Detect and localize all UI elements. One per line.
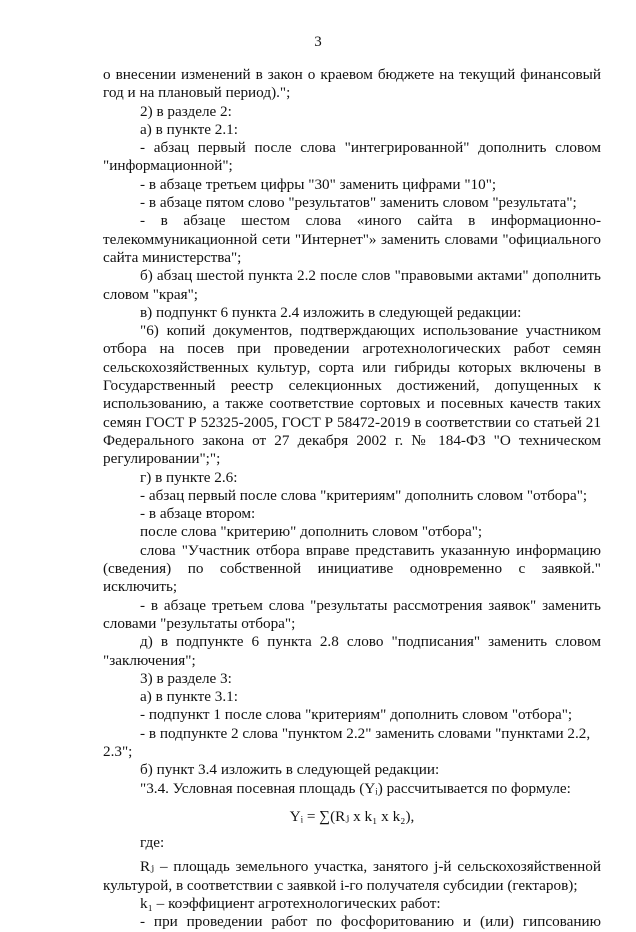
paragraph: k₁ – коэффициент агротехнологических работ: xyxy=(140,895,441,913)
paragraph: а) в пункте 2.1: xyxy=(140,120,238,138)
paragraph: - в абзаце шестом слова «иного сайта в информационно-телекоммуникационной сети "Интернет"» заменить словами "официального сайта министерства"; xyxy=(103,212,601,266)
paragraph: в) подпункт 6 пункта 2.4 изложить в следующей редакции: xyxy=(140,303,522,321)
paragraph: слова "Участник отбора вправе представить указанную информацию (сведения) по собственной инициативе одновременно с заявкой." исключить; xyxy=(103,541,601,596)
paragraph: д) в подпункте 6 пункта 2.8 слово "подписания" заменить словом "заключения"; xyxy=(103,633,601,669)
paragraph: 3) в разделе 3: xyxy=(140,669,232,687)
paragraph: о внесении изменений в закон о краевом бюджете на текущий финансовый год и на плановый период)."; xyxy=(103,66,601,102)
formula: Yᵢ = ∑(Rⱼ x k₁ x k₂), xyxy=(289,807,415,825)
paragraph: где: xyxy=(140,834,165,852)
paragraph: 2) в разделе 2: xyxy=(140,102,232,120)
paragraph: после слова "критерию" дополнить словом "отбора"; xyxy=(140,523,483,541)
paragraph: б) пункт 3.4 изложить в следующей редакции: xyxy=(140,761,440,779)
paragraph: - при проведении работ по фосфоритованию и (или) гипсованию xyxy=(140,913,601,931)
paragraph: а) в пункте 3.1: xyxy=(140,688,238,706)
paragraph: - в абзаце пятом слово "результатов" заменить словом "результата"; xyxy=(140,194,577,212)
paragraph: "3.4. Условная посевная площадь (Yᵢ) рассчитывается по формуле: xyxy=(140,779,571,797)
paragraph: "6) копий документов, подтверждающих использование участником отбора на посев при проведении агротехнологических работ семян сельскохозяйственных культур, сорта или гибриды которых включены в Государственный реестр селекционных достижений, допущенных к использованию, а также соответствие сортовых и посевных качеств таких семян ГОСТ Р 52325-2005, ГОСТ Р 58472-2019 в соответствии со статьей 21 Федерального закона от 27 декабря 2002 г. № 184-ФЗ "О техническом регулировании";"; xyxy=(103,322,601,468)
paragraph: Rⱼ – площадь земельного участка, занятого j-й сельскохозяйственной культурой, в соответствии с заявкой i-го получателя субсидии (гектаров); xyxy=(103,858,601,894)
paragraph: - абзац первый после слова "интегрированной" дополнить словом "информационной"; xyxy=(103,139,601,175)
paragraph: б) абзац шестой пункта 2.2 после слов "правовыми актами" дополнить словом "края"; xyxy=(103,267,601,303)
document-body xyxy=(103,66,601,932)
paragraph: - абзац первый после слова "критериям" дополнить словом "отбора"; xyxy=(140,486,588,504)
paragraph: - в абзаце третьем цифры "30" заменить цифрами "10"; xyxy=(140,175,497,193)
paragraph: г) в пункте 2.6: xyxy=(140,468,238,486)
page-number: 3 xyxy=(314,34,322,50)
paragraph: - в подпункте 2 слова "пунктом 2.2" заменить словами "пунктами 2.2, 2.3"; xyxy=(103,724,591,760)
paragraph: - в абзаце втором: xyxy=(140,505,256,523)
paragraph: - в абзаце третьем слова "результаты рассмотрения заявок" заменить словами "результаты отбора"; xyxy=(103,596,601,632)
paragraph: - подпункт 1 после слова "критериям" дополнить словом "отбора"; xyxy=(140,706,573,724)
